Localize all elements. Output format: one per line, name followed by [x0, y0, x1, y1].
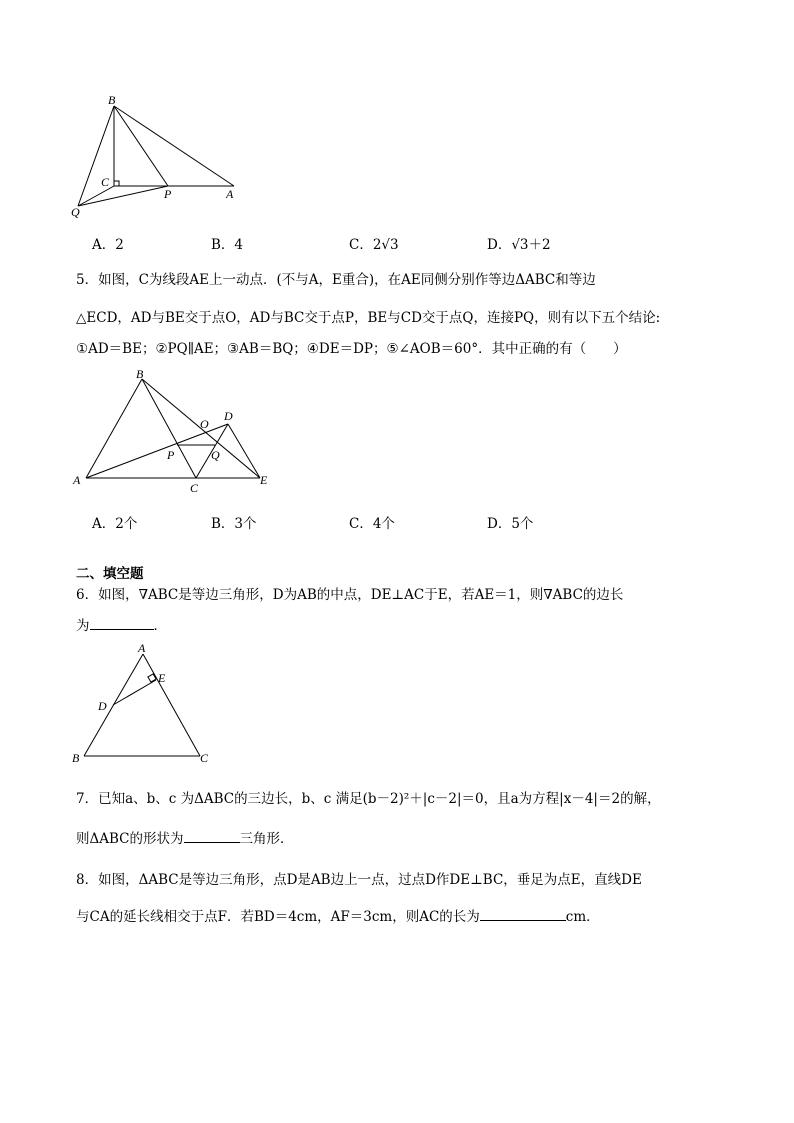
fig6-label-a: A	[138, 641, 146, 655]
q4-option-a: A．2	[92, 237, 124, 253]
q6-line-2-prefix: 为	[76, 618, 90, 634]
figure-q4	[68, 94, 248, 224]
q8-answer-blank[interactable]	[480, 906, 566, 921]
q7-line-1: 7．已知a、b、c 为ΔABC的三边长，b、c 满足(b－2)²＋|c－2|＝0，且a为方程|x－4|＝2的解，	[76, 791, 661, 807]
q4-option-d: D．√3＋2	[487, 237, 551, 253]
fig4-label-c: C	[101, 175, 110, 189]
q7-line-2	[76, 827, 294, 847]
figure-q6	[68, 642, 218, 766]
fig5-label-b: B	[136, 367, 144, 381]
section-heading-fill-in: 二、填空题	[76, 566, 144, 582]
q8-line-2	[76, 905, 600, 925]
figure-q4-svg	[68, 94, 248, 224]
fig6-label-c: C	[200, 751, 209, 765]
q5-line-3: ①AD＝BE；②PQ∥AE；③AB＝BQ；④DE＝DP；⑤∠AOB＝60°．其中正确的有（ ）	[76, 341, 627, 357]
fig4-label-a: A	[226, 187, 234, 201]
q5-line-2: △ECD，AD与BE交于点O，AD与BC交于点P，BE与CD交于点Q，连接PQ，则有以下五个结论:	[76, 310, 661, 326]
q5-line-1: 5．如图，C为线段AE上一动点．(不与A，E重合)，在AE同侧分别作等边ΔABC和等边	[76, 272, 596, 288]
q6-line-1: 6．如图，∇ABC是等边三角形，D为AB的中点，DE⊥AC于E，若AE＝1，则∇ABC的边长	[76, 587, 624, 603]
fig5-label-a: A	[73, 473, 81, 487]
q4-option-b: B．4	[211, 237, 244, 253]
q7-answer-blank[interactable]	[184, 828, 240, 843]
q5-option-a: A．2个	[92, 516, 138, 532]
fig5-label-c: C	[190, 481, 199, 495]
fig4-label-b: B	[108, 93, 116, 107]
q7-line-2-prefix: 则ΔABC的形状为	[76, 831, 184, 847]
fig5-label-o: O	[200, 417, 209, 431]
figure-q6-svg	[68, 642, 218, 766]
fig5-label-d: D	[224, 409, 233, 423]
q5-option-d: D．5个	[487, 516, 534, 532]
fig5-label-p: P	[167, 448, 175, 462]
q6-answer-blank[interactable]	[90, 615, 154, 630]
fig5-label-q: Q	[211, 448, 220, 462]
fig6-label-d: D	[98, 699, 107, 713]
q5-option-b: B．3个	[211, 516, 257, 532]
fig6-label-e: E	[158, 671, 166, 685]
q6-line-2	[76, 614, 167, 634]
fig4-label-p: P	[164, 187, 172, 201]
q5-option-c: C．4个	[349, 516, 395, 532]
q4-option-c: C．2√3	[349, 237, 399, 253]
q6-line-2-suffix: ．	[153, 618, 167, 634]
q8-line-1: 8．如图，ΔABC是等边三角形，点D是AB边上一点，过点D作DE⊥BC，垂足为点E，直线DE	[76, 872, 642, 888]
figure-q5	[70, 362, 280, 497]
fig5-label-e: E	[260, 473, 268, 487]
figure-q5-svg	[70, 362, 280, 497]
fig6-label-b: B	[72, 751, 80, 765]
fig4-label-q: Q	[71, 205, 80, 219]
q8-line-2-suffix: cm．	[565, 909, 600, 925]
q7-line-2-suffix: 三角形．	[239, 831, 294, 847]
q8-line-2-prefix: 与CA的延长线相交于点F．若BD＝4cm，AF＝3cm，则AC的长为	[76, 909, 480, 925]
